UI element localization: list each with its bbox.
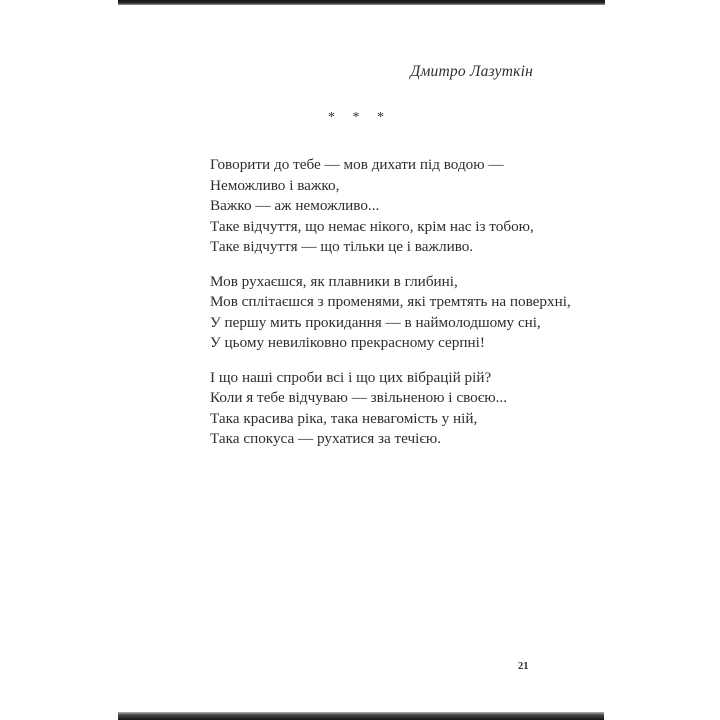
page-scan-bottom-edge <box>118 712 604 720</box>
poem-line: І що наші спроби всі і що цих вібрацій рій? <box>210 368 492 386</box>
poem-line: Неможливо і важко, <box>210 176 340 194</box>
poem-line: У першу мить прокидання — в наймолодшому сні, <box>210 313 541 331</box>
poem-line: Така спокуса — рухатися за течією. <box>210 430 442 447</box>
section-marker-asterisks: * * * <box>328 110 391 125</box>
author-header: Дмитро Лазуткін <box>410 63 533 80</box>
poem-line: Така красива ріка, така невагомість у ній, <box>210 409 478 427</box>
poem-line: Таке відчуття, що немає нікого, крім нас із тобою, <box>210 217 534 235</box>
page-scan-top-edge <box>118 0 605 5</box>
page-number: 21 <box>518 661 529 672</box>
poem-stanza-2 <box>210 272 570 354</box>
poem-stanza-1 <box>210 155 570 258</box>
poem-body <box>210 155 570 450</box>
poem-line: Мов рухаєшся, як плавники в глибині, <box>210 272 458 290</box>
poem-line: Важко — аж неможливо... <box>210 197 380 214</box>
poem-line: Таке відчуття — що тільки це і важливо. <box>210 238 474 255</box>
poem-stanza-3 <box>210 368 570 450</box>
poem-line: Говорити до тебе — мов дихати під водою — <box>210 156 504 173</box>
poem-line: Коли я тебе відчуваю — звільненою і своєю... <box>210 389 507 406</box>
poem-line: Мов сплітаєшся з променями, які тремтять на поверхні, <box>210 293 571 310</box>
poem-line: У цьому невиліковно прекрасному серпні! <box>210 334 485 351</box>
